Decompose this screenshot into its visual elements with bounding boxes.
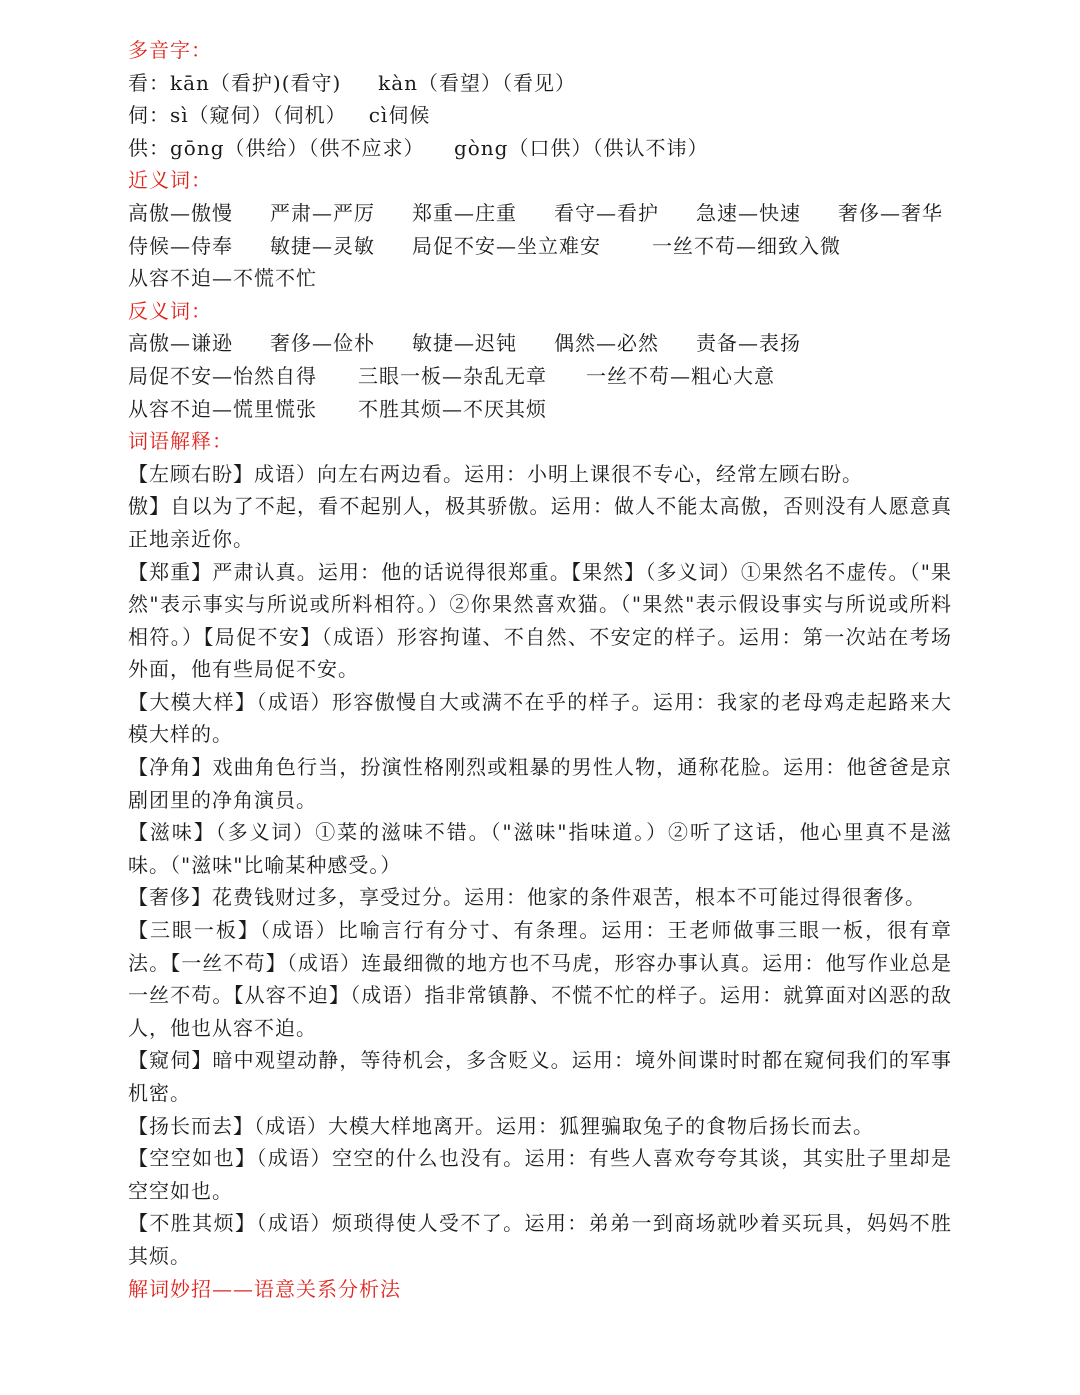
antonym-pair: 三眼一板—杂乱无章	[358, 363, 547, 388]
heading-synonyms: 近义词：	[128, 168, 212, 193]
synonym-row	[128, 262, 958, 295]
document-page	[128, 34, 958, 1305]
synonym-pair: 局促不安—坐立难安	[412, 233, 601, 258]
heading-antonyms: 反义词：	[128, 298, 212, 323]
synonym-pair: 严肃—严厉	[270, 200, 375, 225]
antonym-pair: 责备—表扬	[696, 331, 801, 356]
explanation-paragraph: 【大模大样】（成语）形容傲慢自大或满不在乎的样子。运用：我家的老母鸡走起路来大模大样的。	[128, 689, 952, 747]
synonym-row	[128, 230, 958, 263]
antonym-pair: 奢侈—俭朴	[270, 331, 375, 356]
synonym-pair: 奢侈—奢华	[838, 200, 943, 225]
antonym-pair: 从容不迫—慌里慌张	[128, 396, 317, 421]
polyphonic-line-si: 伺：sì（窥伺）（伺机） cì伺候	[128, 103, 431, 128]
antonym-pair: 偶然—必然	[554, 331, 659, 356]
heading-footer: 解词妙招——语意关系分析法	[128, 1276, 401, 1301]
heading-polyphonic: 多音字：	[128, 38, 212, 62]
polyphonic-line-gong: 供：gōng（供给）（供不应求） gòng（口供）（供认不讳）	[128, 135, 709, 160]
synonym-pair: 侍候—侍奉	[128, 233, 233, 258]
synonym-pair: 郑重—庄重	[412, 200, 517, 225]
explanation-paragraph: 傲】自以为了不起，看不起别人，极其骄傲。运用：做人不能太高傲，否则没有人愿意真正地亲近你。	[128, 494, 952, 551]
explanation-paragraph: 【空空如也】（成语）空空的什么也没有。运用：有些人喜欢夸夸其谈，其实肚子里却是空空如也。	[128, 1146, 952, 1203]
explanation-paragraph: 【扬长而去】（成语）大模大样地离开。运用：狐狸骗取兔子的食物后扬长而去。	[128, 1113, 874, 1138]
antonym-pair: 局促不安—怡然自得	[128, 363, 317, 388]
antonym-row	[128, 393, 958, 426]
antonym-row	[128, 327, 958, 360]
synonym-pair: 高傲—傲慢	[128, 200, 233, 225]
antonym-pair: 高傲—谦逊	[128, 331, 233, 356]
antonym-pair: 敏捷—迟钝	[412, 331, 517, 356]
synonym-row	[128, 197, 958, 230]
antonym-pair: 不胜其烦—不厌其烦	[358, 396, 547, 421]
synonym-pair: 敏捷—灵敏	[270, 233, 375, 258]
synonym-pair: 一丝不苟—细致入微	[652, 233, 841, 258]
explanation-paragraph: 【奢侈】花费钱财过多，享受过分。运用：他家的条件艰苦，根本不可能过得很奢侈。	[128, 885, 926, 910]
explanation-paragraph: 【不胜其烦】（成语）烦琐得使人受不了。运用：弟弟一到商场就吵着买玩具，妈妈不胜其烦。	[128, 1211, 952, 1268]
explanation-paragraph: 【郑重】严肃认真。运用：他的话说得很郑重。【果然】（多义词）①果然名不虚传。（"果然"表示事实与所说或所料相符。）②你果然喜欢猫。（"果然"表示假设事实与所说或所料相符。）【局促不安】（成语）形容拘谨、不自然、不安定的样子。运用：第一次站在考场外面，他有些局促不安。	[128, 559, 952, 682]
explanation-paragraph: 【三眼一板】（成语）比喻言行有分寸、有条理。运用：王老师做事三眼一板，很有章法。【一丝不苟】（成语）连最细微的地方也不马虎，形容办事认真。运用：他写作业总是一丝不苟。【从容不迫】（成语）指非常镇静、不慌不忙的样子。运用：就算面对凶恶的敌人，他也从容不迫。	[128, 918, 952, 1040]
explanation-paragraph: 【左顾右盼】成语）向左右两边看。运用：小明上课很不专心，经常左顾右盼。	[128, 461, 863, 486]
synonym-pair: 从容不迫—不慌不忙	[128, 266, 317, 291]
explanation-paragraph: 【窥伺】暗中观望动静，等待机会，多含贬义。运用：境外间谍时时都在窥伺我们的军事机密。	[128, 1048, 952, 1105]
antonym-row	[128, 360, 958, 393]
explanation-paragraph: 【滋味】（多义词）①菜的滋味不错。（"滋味"指味道。）②听了这话，他心里真不是滋味。（"滋味"比喻某种感受。）	[128, 820, 952, 877]
explanation-paragraph: 【净角】戏曲角色行当，扮演性格刚烈或粗暴的男性人物，通称花脸。运用：他爸爸是京剧团里的净角演员。	[128, 755, 952, 812]
antonym-pair: 一丝不苟—粗心大意	[586, 363, 775, 388]
synonym-pair: 看守—看护	[554, 200, 659, 225]
heading-explanations: 词语解释：	[128, 429, 233, 454]
synonym-pair: 急速—快速	[696, 200, 801, 225]
polyphonic-line-kan: 看：kān（看护)(看守) kàn（看望）（看见）	[128, 70, 577, 95]
